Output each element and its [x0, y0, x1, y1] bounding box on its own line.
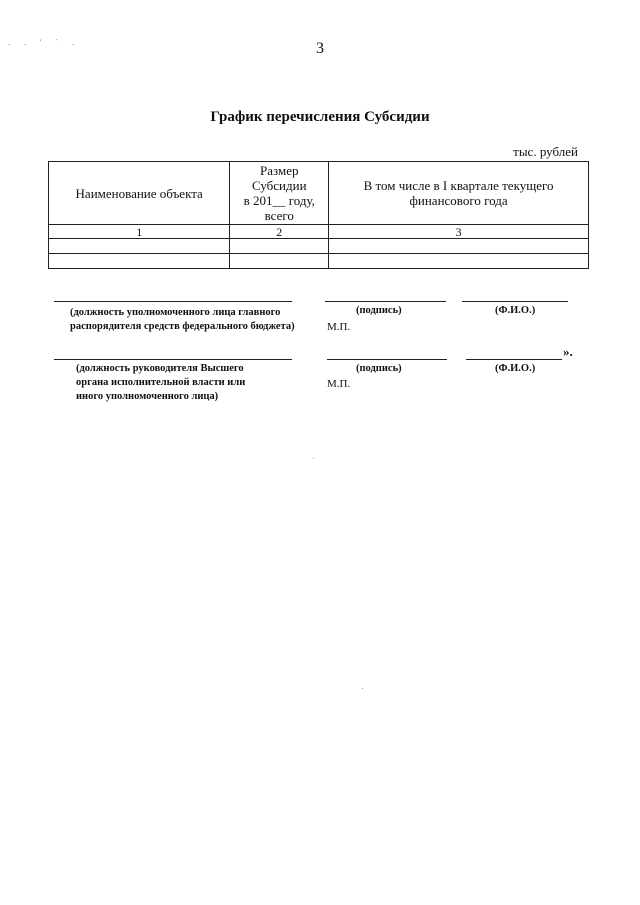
table-cell — [230, 254, 329, 269]
header-object-name: Наименование объекта — [49, 162, 230, 225]
caption-line: (должность уполномоченного лица главного — [70, 307, 281, 318]
table-header-row — [49, 162, 589, 225]
header-line: В том числе в I квартале текущего — [363, 178, 554, 193]
header-first-quarter — [329, 162, 589, 225]
closing-quote: ». — [563, 344, 573, 359]
header-line: всего — [264, 208, 294, 223]
table-cell — [329, 239, 589, 254]
signature-line — [325, 301, 446, 302]
position-caption — [70, 306, 295, 334]
column-number-row — [49, 225, 589, 239]
header-line: финансового года — [409, 193, 508, 208]
table-cell — [329, 254, 589, 269]
caption-line: распорядителя средств федерального бюджета) — [70, 321, 295, 332]
caption-line: органа исполнительной власти или — [76, 377, 246, 388]
position-caption — [76, 362, 245, 404]
name-line — [462, 301, 568, 302]
subsidy-schedule-table — [48, 161, 589, 269]
position-line — [54, 301, 292, 302]
signature-caption: (подпись) — [356, 305, 402, 316]
position-line — [54, 359, 292, 360]
name-caption: (Ф.И.О.) — [495, 305, 536, 316]
table-cell — [230, 239, 329, 254]
name-line — [466, 359, 562, 360]
header-line: Субсидии — [251, 178, 307, 193]
caption-line: (должность руководителя Высшего — [76, 363, 244, 374]
stamp-label: М.П. — [327, 378, 351, 390]
name-caption: (Ф.И.О.) — [495, 363, 536, 374]
page-number: 3 — [316, 40, 324, 57]
header-line: в 201__ году, — [243, 193, 315, 208]
column-number: 3 — [329, 225, 589, 239]
caption-line: иного уполномоченного лица) — [76, 391, 219, 402]
column-number: 1 — [49, 225, 230, 239]
column-number: 2 — [230, 225, 329, 239]
document-title: График перечисления Субсидии — [210, 109, 430, 125]
signature-line — [327, 359, 447, 360]
scan-specks: . . ' ` . — [8, 38, 81, 47]
signature-caption: (подпись) — [356, 363, 402, 374]
header-subsidy-size — [230, 162, 329, 225]
table-row — [49, 239, 589, 254]
stamp-label: М.П. — [327, 321, 351, 333]
scan-speck — [313, 458, 314, 459]
table-cell — [49, 254, 230, 269]
table-row — [49, 254, 589, 269]
unit-label: тыс. рублей — [513, 144, 578, 159]
scan-speck — [362, 688, 363, 689]
header-line: Размер — [260, 163, 299, 178]
table-cell — [49, 239, 230, 254]
